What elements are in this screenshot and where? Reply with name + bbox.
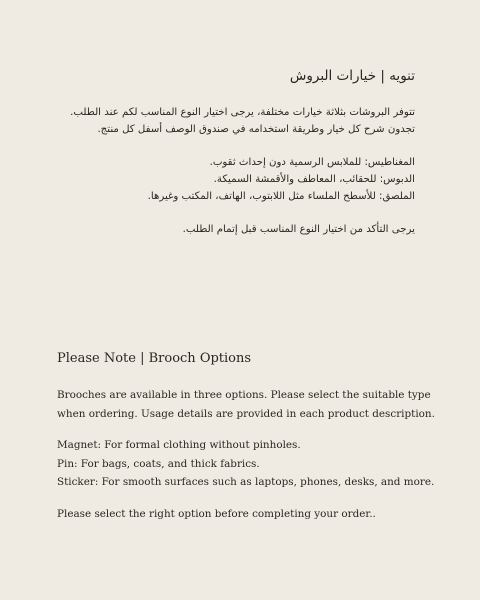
arabic-intro-line: تجدون شرح كل خيار وطريقة استخدامه في صندوق الوصف أسفل كل منتج.: [97, 124, 415, 135]
english-option-pin: Pin: For bags, coats, and thick fabrics.: [57, 457, 260, 470]
arabic-option-sticker: الملصق: للأسطح الملساء مثل اللابتوب، الهاتف، المكتب وغيرها.: [147, 191, 415, 202]
english-closing: Please select the right option before completing your order..: [57, 507, 376, 520]
arabic-closing: يرجى التأكد من اختيار النوع المناسب قبل إتمام الطلب.: [182, 224, 415, 235]
english-intro-line: when ordering. Usage details are provided in each product description.: [57, 407, 435, 420]
english-intro-line: Brooches are available in three options. Please select the suitable type: [57, 389, 431, 401]
arabic-notice: [55, 66, 415, 238]
english-option-sticker: Sticker: For smooth surfaces such as laptops, phones, desks, and more.: [57, 476, 435, 488]
arabic-intro-line: تتوفر البروشات بثلاثة خيارات مختلفة، يرجى اختيار النوع المناسب لكم عند الطلب.: [70, 107, 415, 118]
arabic-title: تنويه | خيارات البروش: [289, 68, 415, 84]
arabic-option-magnet: المغناطيس: للملابس الرسمية دون إحداث ثقوب.: [209, 157, 415, 168]
english-title: Please Note | Brooch Options: [57, 351, 252, 366]
english-notice: [57, 349, 457, 523]
arabic-option-pin: الدبوس: للحقائب، المعاطف والأقمشة السميكة.: [213, 174, 415, 185]
english-option-magnet: Magnet: For formal clothing without pinholes.: [57, 439, 301, 451]
